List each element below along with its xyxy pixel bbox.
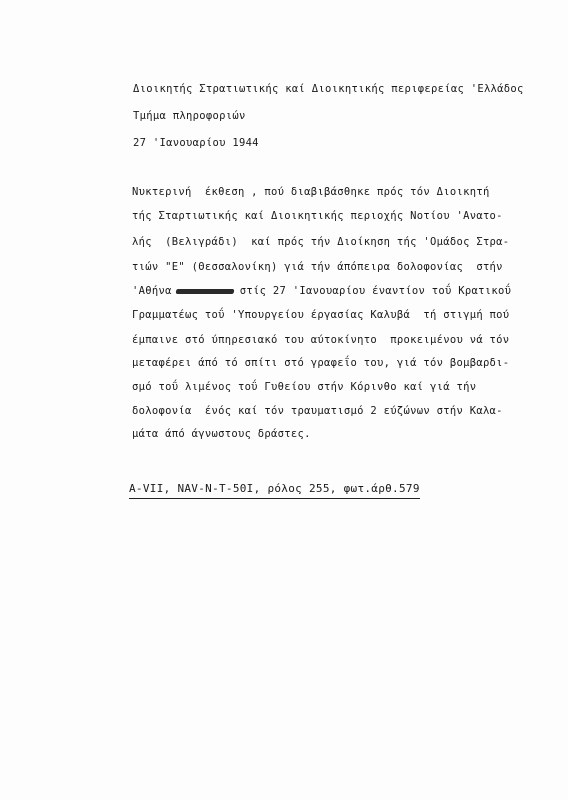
body-line-prefix: 'Αθήνα xyxy=(132,285,172,297)
body-line: τιών "Ε" (Θεσσαλονίκη) γιά τήν άπόπειρα δολοφονίας στήν xyxy=(132,261,503,273)
reference-underline xyxy=(129,498,420,499)
body-line-rest: στίς 27 'Ιανουαρίου έναντίον τοΰ Κρατικοΰ xyxy=(239,285,512,297)
body-line: Νυκτερινή έκθεση , πού διαβιβάσθηκε πρός τόν Διοικητή xyxy=(132,186,490,198)
body-line: τής Σταρτιωτικής καί Διοικητικής περιοχής Νοτίου 'Ανατο- xyxy=(132,210,503,222)
header-command-line: Διοικητής Στρατιωτικής καί Διοικητικής περιφερείας 'Ελλάδος xyxy=(133,83,524,95)
body-line: Γραμματέως τοΰ 'Υπουργείου έργασίας Καλυβά τή στιγμή πού xyxy=(132,309,510,321)
redaction-mark xyxy=(175,289,234,294)
body-line-with-redaction xyxy=(132,285,511,297)
body-line: μεταφέρει άπό τό σπίτι στό γραφεΐο του, γιά τόν βομβαρδι- xyxy=(132,357,510,369)
body-line: λής (Βελιγράδι) καί πρός τήν Διοίκηση τής 'Ομάδος Στρα- xyxy=(132,236,510,248)
body-line: έμπαινε στό ύπηρεσιακό του αύτοκίνητο προκειμένου νά τόν xyxy=(132,334,510,346)
archive-reference: A-VII, NAV-N-T-50I, ρόλος 255, φωτ.άρθ.579 xyxy=(129,482,420,495)
body-line: δολοφονία ένός καί τόν τραυματισμό 2 εύζώνων στήν Καλα- xyxy=(132,405,503,417)
header-department-line: Τμήμα πληροφοριών xyxy=(133,110,246,122)
body-line: σμό τοΰ λιμένος τοΰ Γυθείου στήν Κόρινθο καί γιά τήν xyxy=(132,381,477,393)
header-date-line: 27 'Ιανουαρίου 1944 xyxy=(133,137,259,149)
body-line: μάτα άπό άγνωστους δράστες. xyxy=(132,428,311,440)
